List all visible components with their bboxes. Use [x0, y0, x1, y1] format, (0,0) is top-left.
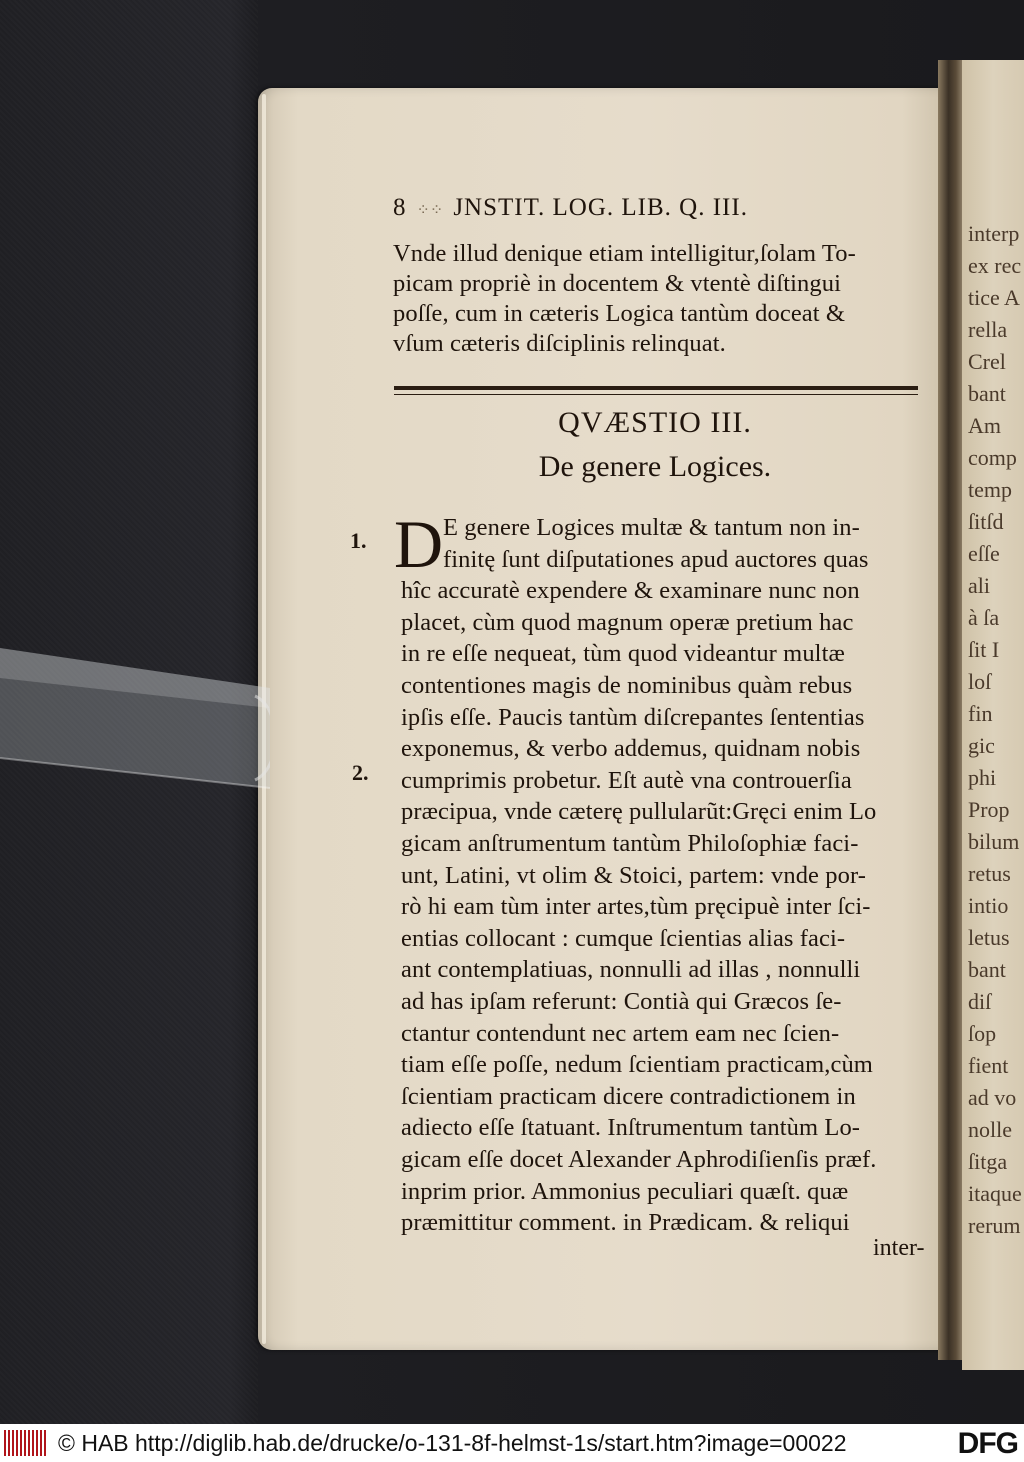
- facing-page-fragment: ſitga: [968, 1149, 1008, 1174]
- facing-page-fragment: ſop: [968, 1021, 997, 1046]
- body-line: ctantur contendunt nec artem eam nec ſcien-: [401, 1019, 840, 1047]
- barcode-bar: [4, 1430, 6, 1456]
- body-line: placet, cùm quod magnum operæ pretium hac: [401, 608, 854, 636]
- binding-cloth: [0, 0, 258, 1424]
- facing-page-fragment: Crel: [968, 349, 1006, 374]
- facing-page-fragment: fin: [968, 701, 993, 726]
- facing-page-fragment: rerum: [968, 1213, 1021, 1238]
- barcode-bar: [20, 1430, 22, 1456]
- facing-page-fragment: diſ: [968, 989, 992, 1014]
- question-title: QVÆSTIO III.: [558, 406, 752, 439]
- facing-page-fragment: retus: [968, 861, 1011, 886]
- facing-page-fragment: nolle: [968, 1117, 1012, 1142]
- body-line: cumprimis probetur. Eſt autè vna controuerſia: [401, 766, 852, 794]
- body-line: præmittitur comment. in Prædicam. & reliqui: [401, 1209, 850, 1237]
- body-line: ſcientiam practicam dicere contradictionem in: [401, 1082, 856, 1110]
- footer-bar: [0, 1424, 1024, 1462]
- body-line: unt, Latini, vt olim & Stoici, partem: vnde por-: [401, 861, 866, 889]
- catchword: inter-: [873, 1235, 925, 1261]
- running-head: [393, 194, 748, 222]
- section-rule-thin: [394, 394, 918, 395]
- page-edge: [262, 94, 266, 1344]
- copyright-url[interactable]: © HAB http://diglib.hab.de/drucke/o-131-8f-helmst-1s/start.htm?image=00022: [58, 1430, 847, 1456]
- facing-page-fragment: bant: [968, 957, 1006, 982]
- margin-number: 2.: [352, 760, 369, 785]
- body-line: contentiones magis de nominibus quàm rebus: [401, 672, 853, 699]
- body-line: ad has ipſam referunt: Contià qui Græcos ſe-: [401, 988, 842, 1015]
- body-line: ipſis eſſe. Paucis tantùm diſcrepantes ſententias: [401, 703, 865, 731]
- barcode-bar: [40, 1430, 42, 1456]
- facing-page-fragment: letus: [968, 925, 1010, 950]
- body-line: præcipua, vnde cæterę pullularũt:Gręci enim Lo: [401, 798, 877, 826]
- barcode-bar: [44, 1430, 46, 1456]
- body-line: ant contemplatiuas, nonnulli ad illas , nonnulli: [401, 956, 861, 984]
- facing-page-fragment: Prop: [968, 797, 1010, 822]
- body-line: gicam anſtrumentum tantùm Philoſophiæ faci-: [401, 830, 859, 857]
- facing-page-fragment: interp: [968, 221, 1020, 246]
- facing-page-fragment: ali: [968, 573, 990, 598]
- drop-cap: D: [394, 506, 444, 582]
- body-line: hîc accuratè expendere & examinare nunc non: [401, 577, 860, 605]
- dfg-logo: DFG: [957, 1427, 1018, 1460]
- barcode-bar: [8, 1430, 10, 1456]
- intro-line: picam propriè in docentem & vtentè diſtingui: [393, 270, 842, 297]
- barcode-bar: [16, 1430, 18, 1456]
- intro-line: poſſe, cum in cæteris Logica tantùm doceat &: [393, 300, 846, 327]
- facing-page-fragment: eſſe: [968, 541, 1000, 566]
- barcode-bar: [12, 1430, 14, 1456]
- facing-page-fragment: gic: [968, 733, 995, 758]
- facing-page-fragment: ſit I: [968, 637, 1000, 662]
- body-line: E genere Logices multæ & tantum non in-: [443, 514, 860, 541]
- facing-page-fragment: temp: [968, 477, 1012, 502]
- body-line: entias collocant : cumque ſcientias alias faci-: [401, 924, 846, 952]
- barcode-bar: [32, 1430, 34, 1456]
- header-filler: ⁘⁘: [416, 202, 444, 219]
- facing-page-lines: [962, 218, 1022, 1242]
- body-line: gicam eſſe docet Alexander Aphrodiſienſis præf.: [401, 1146, 877, 1173]
- margin-number: 1.: [350, 528, 367, 553]
- body-line: in re eſſe nequeat, tùm quod videantur multæ: [401, 640, 845, 668]
- body-line: tiam eſſe poſſe, nedum ſcientiam practicam,cùm: [401, 1051, 873, 1079]
- facing-page-fragment: ſitſd: [968, 509, 1004, 534]
- facing-page-fragment: intio: [968, 893, 1009, 918]
- section-rule: [394, 386, 918, 390]
- facing-page-fragment: tice A: [968, 285, 1020, 310]
- body-line: adiecto eſſe ſtatuant. Inſtrumentum tantùm Lo-: [401, 1114, 861, 1142]
- running-head-title: JNSTIT. LOG. LIB. Q. III.: [453, 194, 748, 221]
- intro-line: Vnde illud denique etiam intelligitur,ſolam To-: [393, 240, 856, 267]
- facing-page-fragment: fient: [968, 1053, 1009, 1078]
- question-subtitle: De genere Logices.: [538, 450, 772, 483]
- facing-page-fragment: bilum: [968, 829, 1020, 854]
- hab-barcode-logo: [4, 1430, 48, 1456]
- body-line: finitę ſunt diſputationes apud auctores quas: [443, 545, 869, 573]
- facing-page-fragment: itaque: [968, 1181, 1022, 1206]
- facing-page-fragment: comp: [968, 445, 1017, 470]
- facing-page-fragment: bant: [968, 381, 1006, 406]
- barcode-bar: [28, 1430, 30, 1456]
- body-line: rò hi eam tùm inter artes,tùm pręcipuè inter ſci-: [401, 893, 871, 921]
- body-line: exponemus, & verbo addemus, quidnam nobis: [401, 735, 861, 763]
- facing-page-fragment: Am: [968, 413, 1001, 438]
- facing-page-fragment: ex rec: [968, 253, 1022, 278]
- page-number: 8: [393, 194, 407, 221]
- facing-page-fragment: loſ: [968, 669, 992, 694]
- barcode-bar: [24, 1430, 26, 1456]
- facing-page-fragment: phi: [968, 765, 997, 790]
- barcode-bar: [36, 1430, 38, 1456]
- facing-page-fragment: à ſa: [968, 605, 1000, 630]
- body-line: inprim prior. Ammonius peculiari quæſt. quæ: [401, 1177, 849, 1205]
- facing-page-fragment: ad vo: [968, 1085, 1017, 1110]
- facing-page-fragment: rella: [968, 317, 1008, 342]
- facing-page: [962, 60, 1024, 1370]
- intro-line: vſum cæteris diſciplinis relinquat.: [393, 330, 726, 357]
